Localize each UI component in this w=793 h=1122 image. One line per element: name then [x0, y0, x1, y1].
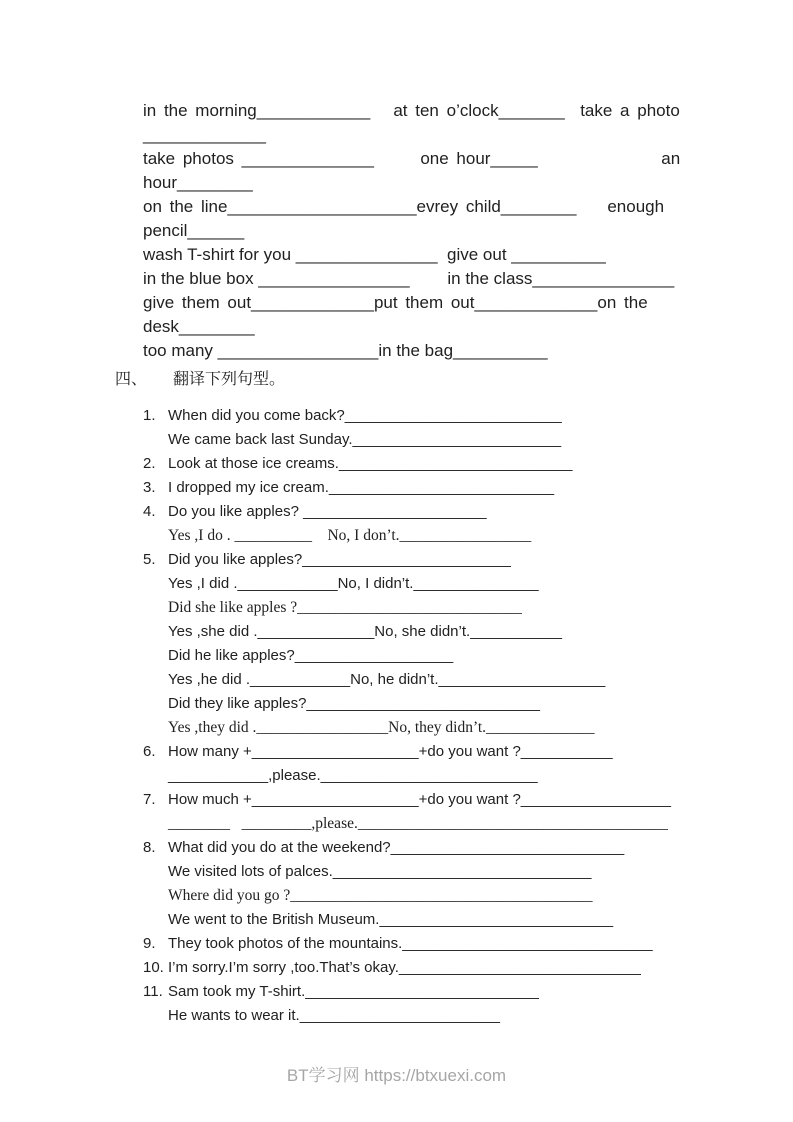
page-footer: [0, 1064, 793, 1088]
exercise-row-number: [143, 1004, 168, 1028]
phrase-line: hour________: [143, 173, 253, 192]
exercise-row-text: Yes ,I did .____________No, I didn’t._______________: [168, 575, 539, 592]
exercise-row-text: Did he like apples?___________________: [168, 647, 454, 664]
exercise-row-number: 9.: [143, 935, 156, 952]
exercise-row-text: We came back last Sunday._________________________: [168, 431, 562, 448]
section-header: [115, 368, 285, 392]
exercise-row-number: 7.: [143, 791, 156, 808]
section-number: 四、: [115, 371, 148, 388]
exercise-row: [143, 548, 703, 572]
exercise-row-number: 11.: [143, 983, 163, 1000]
exercise-row-text: Do you like apples? ______________________: [168, 503, 487, 520]
section-title: 翻译下列句型。: [173, 371, 286, 388]
exercise-row-number: 4.: [143, 503, 156, 520]
phrase-line: take photos ______________ one hour_____ an: [143, 149, 681, 168]
exercise-row-number: [143, 668, 168, 692]
exercise-row: [143, 668, 703, 692]
exercise-row-text: Did you like apples?_________________________: [168, 551, 511, 568]
exercise-row-text: How many +____________________+do you want ?___________: [168, 743, 613, 760]
exercise-row-number: [143, 692, 168, 716]
exercise-row-number: [143, 572, 168, 596]
exercise-row: [143, 596, 703, 620]
exercise-row: [143, 956, 703, 980]
exercise-row: [143, 836, 703, 860]
exercise-row-number: [143, 428, 168, 452]
exercise-row-number: [143, 908, 168, 932]
exercise-row-number: [143, 596, 168, 620]
exercise-row: [143, 860, 703, 884]
exercise-row-number: 5.: [143, 551, 156, 568]
exercise-row: [143, 524, 703, 548]
exercise-row-number: 3.: [143, 479, 156, 496]
phrase-line: in the blue box ________________ in the class_______________: [143, 269, 675, 288]
exercise-row-text: Where did you go ?_______________________________________: [168, 887, 593, 904]
exercise-row-text: I’m sorry.I’m sorry ,too.That’s okay._____________________________: [168, 959, 641, 976]
exercise-row-text: ________ _________,please.________________________________________: [168, 815, 668, 832]
exercise-row: [143, 572, 703, 596]
exercise-row: [143, 692, 703, 716]
exercise-row-number: 2.: [143, 455, 156, 472]
phrase-section: [143, 99, 688, 363]
exercise-row-text: What did you do at the weekend?____________________________: [168, 839, 625, 856]
exercise-row: [143, 764, 703, 788]
exercise-row-number: [143, 716, 168, 740]
exercise-row: [143, 788, 703, 812]
exercise-list: [143, 404, 703, 1028]
exercise-row-number: [143, 812, 168, 836]
exercise-row-number: [143, 620, 168, 644]
exercise-row-number: 8.: [143, 839, 156, 856]
exercise-row-number: [143, 860, 168, 884]
exercise-row-text: Yes ,they did ._________________No, they didn’t.______________: [168, 719, 595, 736]
exercise-row: [143, 812, 703, 836]
exercise-row-text: We went to the British Museum.____________________________: [168, 911, 614, 928]
exercise-row-number: [143, 524, 168, 548]
exercise-row: [143, 644, 703, 668]
exercise-row: [143, 620, 703, 644]
exercise-row: [143, 428, 703, 452]
exercise-row: [143, 452, 703, 476]
phrase-line: pencil______: [143, 221, 245, 240]
footer-watermark-text: BT学习网 https://btxuexi.com: [286, 1066, 507, 1085]
exercise-row-text: Sam took my T-shirt.____________________________: [168, 983, 539, 1000]
exercise-row: [143, 908, 703, 932]
exercise-row: [143, 740, 703, 764]
exercise-row: [143, 476, 703, 500]
exercise-row-text: Yes ,I do . __________ No, I don’t._________________: [168, 527, 532, 544]
exercise-row: [143, 884, 703, 908]
exercise-row-text: When did you come back?__________________________: [168, 407, 562, 424]
exercise-row-number: 10.: [143, 959, 164, 976]
exercise-row-text: How much +____________________+do you want ?__________________: [168, 791, 671, 808]
exercise-row: [143, 980, 703, 1004]
exercise-row: [143, 932, 703, 956]
exercise-row: [143, 500, 703, 524]
phrase-line: _____________: [143, 125, 266, 144]
exercise-row-text: Did she like apples ?_____________________________: [168, 599, 522, 616]
exercise-row-number: [143, 644, 168, 668]
exercise-row-number: [143, 764, 168, 788]
exercise-row-text: Yes ,he did .____________No, he didn’t.____________________: [168, 671, 606, 688]
exercise-row-text: We visited lots of palces._______________________________: [168, 863, 592, 880]
exercise-row-text: They took photos of the mountains.______________________________: [168, 935, 653, 952]
exercise-row-number: 6.: [143, 743, 156, 760]
phrase-line: in the morning____________ at ten o’clock_______ take a photo: [143, 101, 680, 120]
exercise-row-text: ____________,please.__________________________: [168, 767, 538, 784]
exercise-row-number: 1.: [143, 407, 156, 424]
exercise-row-text: Did they like apples?____________________________: [168, 695, 540, 712]
exercise-row-text: Look at those ice creams.____________________________: [168, 455, 573, 472]
exercise-row: [143, 1004, 703, 1028]
exercise-row-number: [143, 884, 168, 908]
exercise-row-text: I dropped my ice cream.___________________________: [168, 479, 555, 496]
phrase-line: on the line____________________evrey child________ enough: [143, 197, 665, 216]
exercise-row: [143, 716, 703, 740]
phrase-line: too many _________________in the bag__________: [143, 341, 548, 360]
exercise-row-text: Yes ,she did .______________No, she didn’t.___________: [168, 623, 562, 640]
phrase-line: wash T-shirt for you _______________ give out __________: [143, 245, 606, 264]
exercise-row-text: He wants to wear it.________________________: [168, 1007, 500, 1024]
exercise-row: [143, 404, 703, 428]
phrase-line: give them out_____________put them out_____________on the: [143, 293, 648, 312]
phrase-line: desk________: [143, 317, 255, 336]
